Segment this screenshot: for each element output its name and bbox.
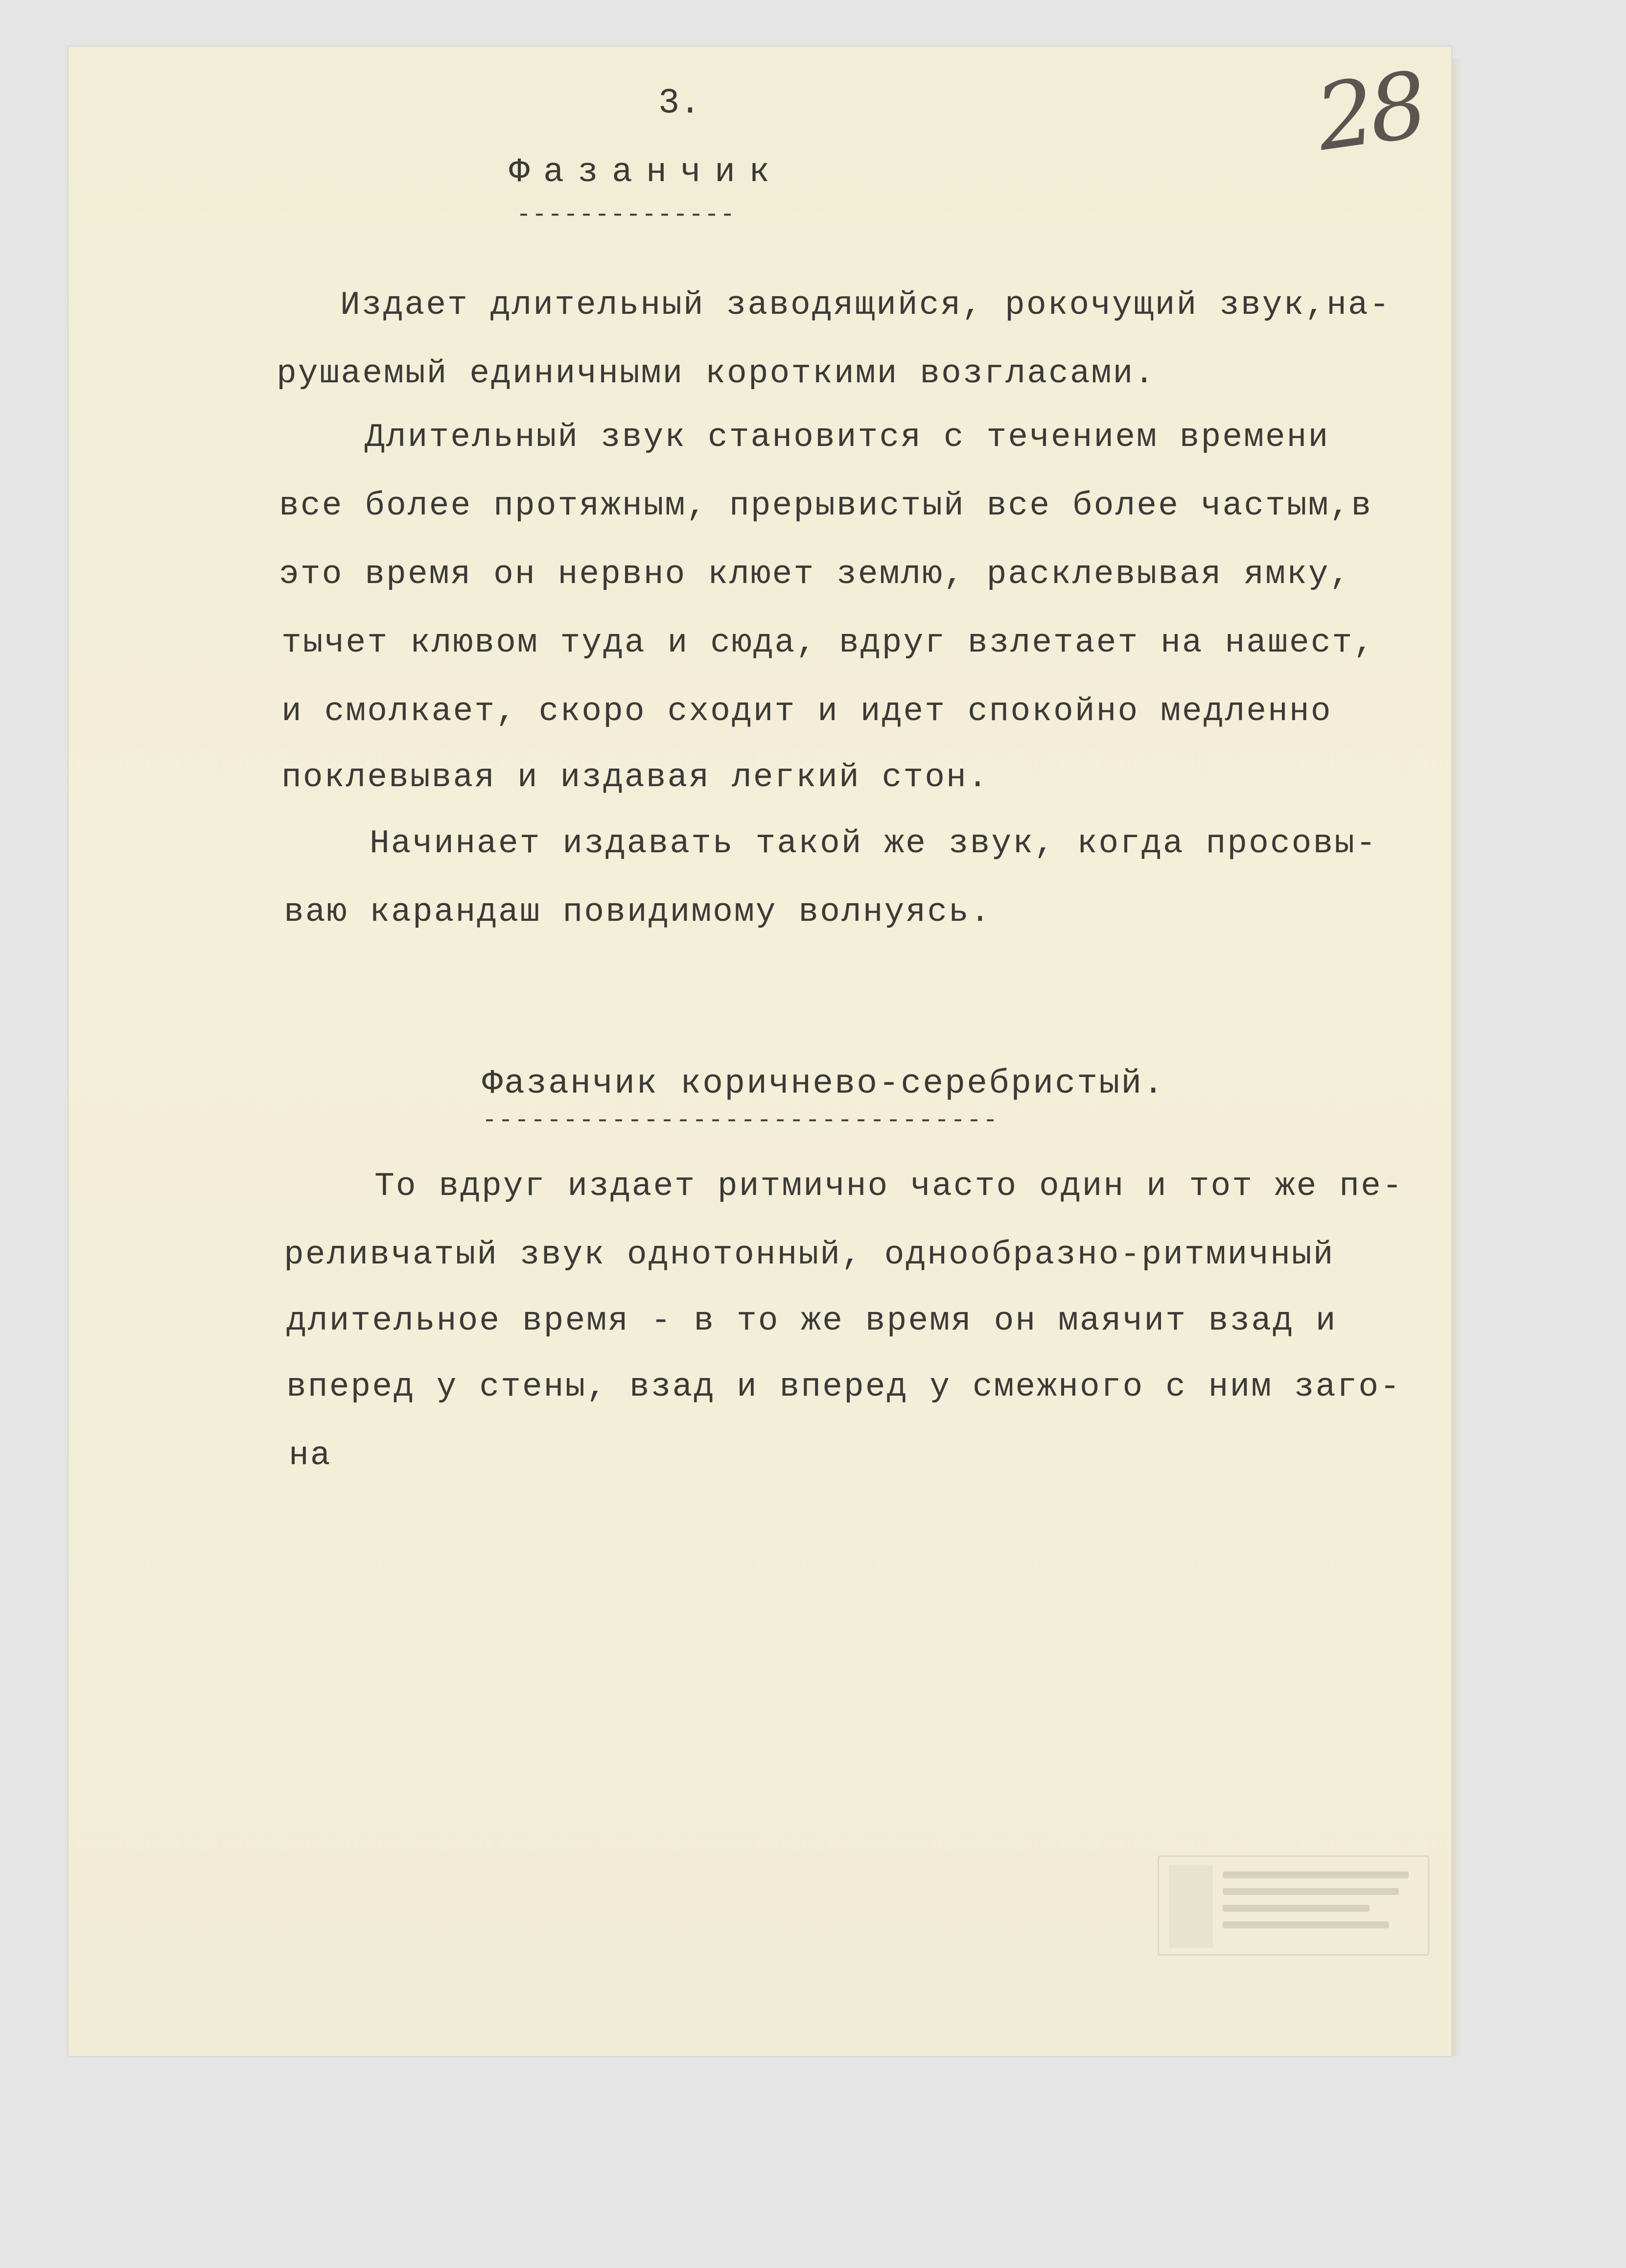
faded-archive-stamp [1158, 1855, 1429, 1956]
text-line: все более протяжным, прерывистый все более частым,в [279, 487, 1373, 525]
title-underline: -------------------------------- [482, 1107, 999, 1135]
text-line: и смолкает, скоро сходит и идет спокойно медленно [281, 693, 1332, 730]
text-line: реливчатый звук однотонный, однообразно-ритмичный [284, 1236, 1335, 1274]
text-line: длительное время - в то же время он маячит взад и [286, 1302, 1337, 1340]
text-line: рушаемый единичными короткими возгласами. [277, 355, 1156, 393]
handwritten-folio-number: 28 [1310, 52, 1429, 171]
stamp-graphic [1169, 1865, 1418, 1948]
title-underline: -------------- [516, 201, 736, 229]
text-line: вперед у стены, взад и вперед у смежного с ним заго- [286, 1368, 1401, 1406]
text-line: Издает длительный заводящийся, рокочущий звук,на- [340, 286, 1391, 324]
section-title: Фазанчик [509, 153, 784, 192]
text-line: поклевывая и издавая легкий стон. [281, 759, 989, 796]
text-line: тычет клювом туда и сюда, вдруг взлетает на нашест, [281, 624, 1375, 662]
text-line: Начинает издавать такой же звук, когда просовы- [370, 825, 1377, 863]
page-number: 3. [658, 83, 701, 123]
section-title: Фазанчик коричнево-серебристый. [482, 1065, 1165, 1103]
sheet-edge [1451, 59, 1461, 2056]
text-line: на [289, 1437, 332, 1474]
text-line: это время он нервно клюет землю, расклевывая ямку, [279, 556, 1351, 593]
text-line: То вдруг издает ритмично часто один и тот же пе- [374, 1168, 1404, 1205]
text-line: ваю карандаш повидимому волнуясь. [284, 893, 992, 931]
paper-sheet [69, 47, 1451, 2056]
text-line: Длительный звук становится с течением времени [365, 419, 1330, 456]
